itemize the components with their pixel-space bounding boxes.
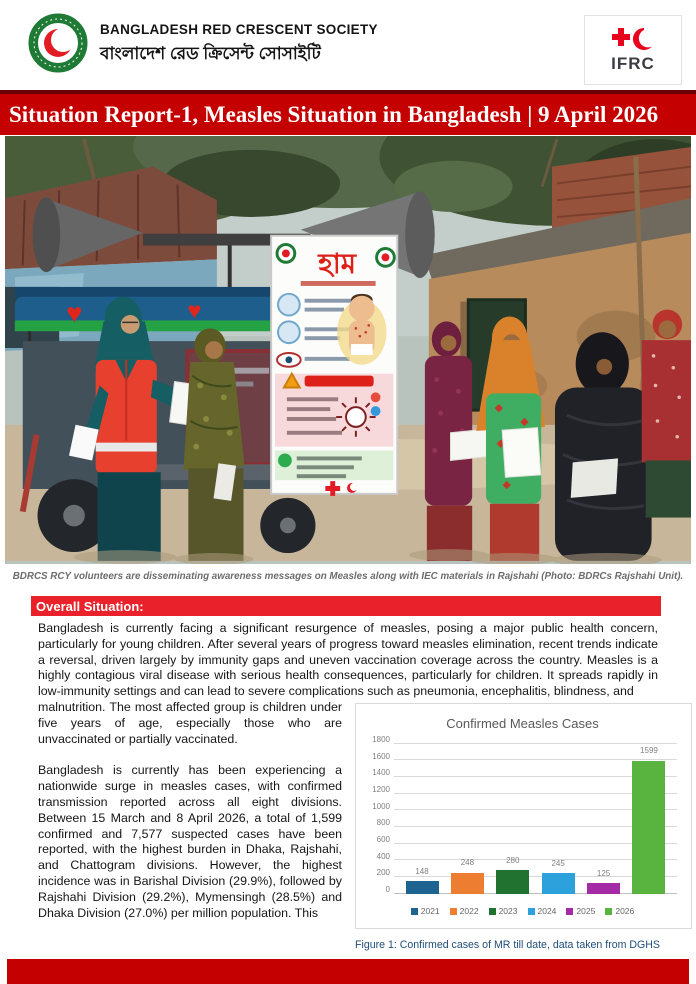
y-axis-tick: 200	[376, 868, 390, 878]
ifrc-label: IFRC	[611, 54, 655, 73]
section-heading-label: Overall Situation:	[36, 598, 144, 614]
bar-value-label: 248	[460, 858, 475, 868]
report-title: Situation Report-1, Measles Situation in Bangladesh | 9 April 2026	[9, 101, 659, 127]
legend-swatch	[528, 908, 535, 915]
woman-red-shawl	[642, 310, 691, 518]
bar-slot-2023	[493, 853, 533, 894]
legend-swatch	[605, 908, 612, 915]
org-names	[100, 22, 378, 69]
bar-slot-2022	[447, 855, 487, 893]
poster-title: হাম	[318, 248, 357, 280]
virus-icon	[346, 407, 366, 427]
bdrcs-logo-icon	[28, 13, 88, 73]
y-axis-tick: 1000	[372, 801, 390, 811]
page-header	[0, 0, 696, 90]
ifrc-cross-crescent-icon	[610, 26, 656, 52]
bar-slot-2024	[538, 856, 578, 894]
overall-situation-content	[38, 621, 658, 950]
chart-wrapper	[355, 703, 692, 953]
y-axis-tick: 0	[385, 884, 390, 894]
y-axis-tick: 800	[376, 818, 390, 828]
bar-2021	[406, 881, 439, 893]
heart-icon: ♥	[187, 298, 202, 325]
section-heading-overall-situation	[31, 596, 661, 616]
legend-swatch	[566, 908, 573, 915]
paragraph-1-continued: malnutrition. The most affected group is children under five years of age, especially those who are unvaccinated or partially vaccinated.	[38, 699, 342, 746]
legend-label: 2024	[537, 905, 557, 916]
org-name-english: BANGLADESH RED CRESCENT SOCIETY	[100, 22, 378, 37]
bar-2025	[587, 883, 620, 893]
paper	[451, 429, 490, 461]
legend-item-2023	[489, 904, 518, 920]
legend-item-2021	[411, 904, 440, 920]
bars-row	[398, 744, 673, 894]
y-axis-tick: 1800	[372, 734, 390, 744]
paper	[502, 428, 541, 478]
footer-red-bar	[7, 959, 689, 984]
legend-swatch	[489, 908, 496, 915]
legend-item-2025	[566, 904, 595, 920]
measles-cases-chart	[355, 703, 692, 929]
bar-value-label: 280	[506, 855, 520, 865]
bar-value-label: 125	[596, 868, 611, 878]
legend-item-2026	[605, 904, 634, 920]
bar-slot-2025	[584, 866, 624, 894]
chart-plot	[372, 734, 677, 894]
y-axis-tick: 1600	[372, 751, 390, 761]
bar-value-label: 148	[415, 866, 429, 876]
field-photo	[5, 136, 691, 564]
bar-slot-2021	[402, 864, 442, 894]
legend-label: 2022	[459, 905, 479, 916]
bar-2026	[632, 761, 665, 894]
legend-label: 2026	[615, 905, 635, 916]
legend-swatch	[411, 908, 418, 915]
measles-poster	[271, 236, 397, 496]
legend-label: 2021	[420, 905, 440, 916]
chart-title: Confirmed Measles Cases	[446, 715, 599, 731]
legend-label: 2025	[576, 905, 596, 916]
text-and-chart-row	[38, 700, 658, 950]
paragraph-1: Bangladesh is currently facing a significant resurgence of measles, posing a major public health concern, particularly for young children. After several years of progress toward measles elimination, recent trends indicate a reversal, driven largely by immunity gaps and uneven vaccination coverage across the country. Measles is a highly contagious viral disease with serious health consequences, particularly for children. It spreads rapidly in low-immunity settings and can lead to severe complications such as pneumonia, encephalitis, blindness, and	[38, 621, 658, 699]
photo-caption: BDRCS RCY volunteers are disseminating awareness messages on Measles along with IEC materials in Rajshahi (Photo: BDRCs Rajshahi Unit).	[12, 570, 684, 582]
report-banner	[0, 90, 696, 135]
y-axis-tick: 1200	[372, 784, 390, 794]
legend-swatch	[450, 908, 457, 915]
bar-value-label: 245	[551, 858, 565, 868]
heart-icon: ♥	[66, 297, 83, 329]
org-name-bengali: বাংলাদেশ রেড ক্রিসেন্ট সোসাইটি	[100, 44, 321, 63]
legend-item-2024	[528, 904, 557, 920]
narrow-text-column	[38, 700, 342, 921]
figure-caption: Figure 1: Confirmed cases of MR till date, data taken from DGHS	[355, 938, 660, 951]
bar-2024	[542, 873, 575, 893]
y-axis-tick: 1400	[372, 768, 390, 778]
photo-illustration	[5, 136, 691, 564]
bar-value-label: 1599	[640, 745, 658, 755]
y-axis-tick: 400	[376, 851, 390, 861]
bar-2022	[451, 873, 484, 894]
paper	[571, 458, 618, 497]
paragraph-2: Bangladesh is currently has been experiencing a nationwide surge in measles cases, with confirmed transmission reported across all eight divisions. Between 15 March and 8 April 2026, a total of 1,599 confirmed and 7,577 suspected cases have been reported, with the highest burden in Dhaka, Rajshahi, and Chattogram divisions. However, the highest incidence was in Barishal Division (29.9%), followed by Rajshahi Division (29.2%), Mymensingh (28.5%) and Dhaka Division (27.0%) per million population. This	[38, 763, 342, 920]
ifrc-logo	[584, 15, 682, 85]
chart-legend	[366, 904, 679, 920]
y-axis-tick: 600	[376, 834, 390, 844]
bar-slot-2026	[629, 743, 669, 894]
legend-item-2022	[450, 904, 479, 920]
legend-label: 2023	[498, 905, 518, 916]
bar-2023	[496, 870, 529, 893]
